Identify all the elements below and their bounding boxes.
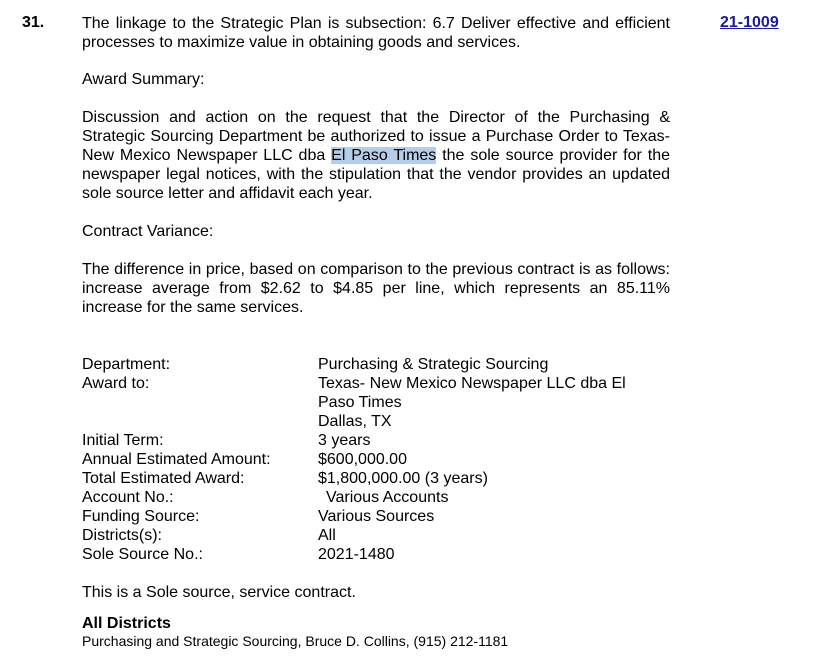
detail-row-department (82, 355, 670, 374)
detail-row-award-to-cont (82, 393, 670, 412)
award-to-value: Texas- New Mexico Newspaper LLC dba El (318, 375, 626, 392)
initial-term-label: Initial Term: (82, 432, 164, 449)
account-value: Various Accounts (326, 489, 449, 506)
detail-row-funding (82, 507, 670, 526)
award-to-label: Award to: (82, 375, 150, 392)
contract-type-statement: This is a Sole source, service contract. (82, 584, 356, 601)
item-number: 31. (22, 14, 45, 31)
file-number-link[interactable]: 21-1009 (720, 14, 779, 31)
districts-heading: All Districts (82, 615, 171, 632)
award-summary-text-end: the sole source provider for the newspaper legal notices, with the stipulation that the vendor provides an updated sole source letter and affidavit each year. (82, 147, 670, 202)
sole-source-value: 2021-1480 (318, 546, 395, 563)
contract-variance-heading: Contract Variance: (82, 223, 214, 240)
agenda-item-body (82, 14, 670, 650)
funding-source-label: Funding Source: (82, 508, 200, 525)
annual-amount-value: $600,000.00 (318, 451, 407, 468)
detail-row-initial-term (82, 431, 670, 450)
award-details-table (82, 355, 670, 564)
award-to-city: Dallas, TX (318, 413, 392, 430)
detail-row-districts (82, 526, 670, 545)
sole-source-label: Sole Source No.: (82, 546, 203, 563)
department-label: Department: (82, 356, 171, 373)
detail-row-total-award (82, 469, 670, 488)
detail-row-sole-source (82, 545, 670, 564)
highlighted-vendor-name: El Paso Times (331, 147, 437, 164)
award-summary-heading: Award Summary: (82, 71, 205, 88)
empty-label (82, 412, 318, 431)
detail-row-award-to-city (82, 412, 670, 431)
total-award-label: Total Estimated Award: (82, 470, 245, 487)
annual-amount-label: Annual Estimated Amount: (82, 451, 271, 468)
detail-row-account (82, 488, 670, 507)
account-label: Account No.: (82, 489, 174, 506)
detail-row-annual-amount (82, 450, 670, 469)
empty-label (82, 393, 318, 412)
contract-variance-paragraph: The difference in price, based on comparison to the previous contract is as follows: increase average from $2.62 to $4.85 per line, which represents an 85.11% increase for the same services. (82, 261, 670, 316)
total-award-value: $1,800,000.00 (3 years) (318, 470, 488, 487)
districts-label: Districts(s): (82, 527, 162, 544)
department-value: Purchasing & Strategic Sourcing (318, 356, 549, 373)
initial-term-value: 3 years (318, 432, 371, 449)
award-summary-paragraph (82, 108, 670, 203)
funding-source-value: Various Sources (318, 508, 435, 525)
award-to-value-cont: Paso Times (318, 394, 402, 411)
contact-line: Purchasing and Strategic Sourcing, Bruce D. Collins, (915) 212-1181 (82, 633, 509, 649)
detail-row-award-to (82, 374, 670, 393)
districts-value: All (318, 527, 336, 544)
award-summary-text-start: Discussion and action on the request that the Director of the Purchasing & Strategic Sourcing Department be authorized to issue a Purchase Order to Texas- New Mexico Newspaper LLC dba (82, 109, 670, 164)
strategic-plan-paragraph: The linkage to the Strategic Plan is subsection: 6.7 Deliver effective and efficient processes to maximize value in obtaining goods and services. (82, 15, 670, 51)
